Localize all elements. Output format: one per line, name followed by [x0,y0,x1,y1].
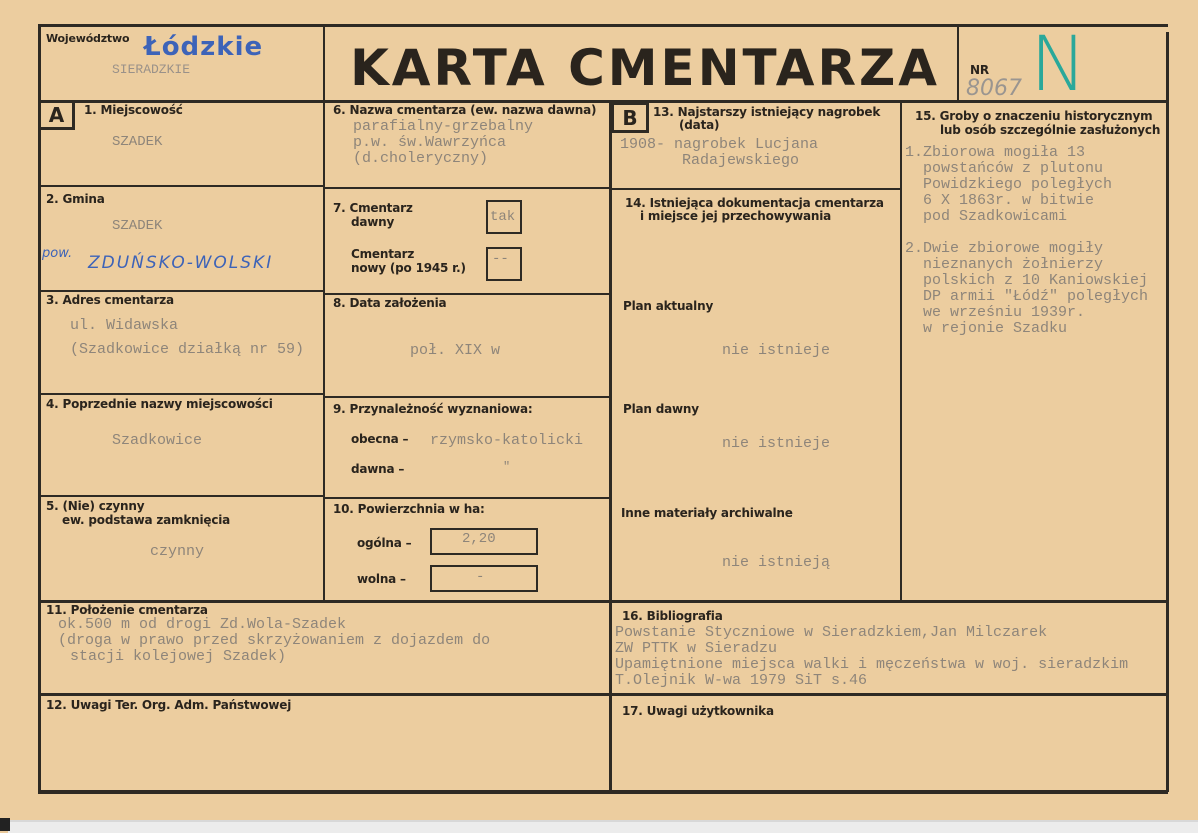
field-10-ogolna-label: ogólna – [357,536,412,550]
field-6-line2: p.w. św.Wawrzyńca [353,134,507,151]
field-13-label-1: 13. Najstarszy istniejący nagrobek [653,105,881,119]
wojewodztwo-label: Województwo [46,32,130,45]
field-14-plan-dawny-value: nie istnieje [722,435,831,452]
field-12-label: 12. Uwagi Ter. Org. Adm. Państwowej [46,698,292,712]
field-7-dawny-label-1: 7. Cmentarz [333,201,413,215]
field-6-line1: parafialny-grzebalny [353,118,534,135]
field-5-value: czynny [150,543,205,560]
field-14-label-1: 14. Istniejąca dokumentacja cmentarza [625,196,884,210]
frame-left [38,24,41,794]
section-b-box: B [611,102,649,133]
field-17-input[interactable] [616,722,1161,787]
field-13-line2: Radajewskiego [682,152,800,169]
field-15-label-1: 15. Groby o znaczeniu historycznym [915,109,1153,123]
field-14-label-2: i miejsce jej przechowywania [640,209,832,223]
row-line-a2 [38,290,325,292]
field-15-line: w rejonie Szadku [905,320,1068,337]
field-2-pow-value: ZDUŃSKO-WOLSKI [88,253,274,273]
field-13-line1: 1908- nagrobek Lucjana [620,136,819,153]
field-7-dawny-value: tak [490,209,516,225]
nr-pencil-value: 8067 [966,76,1022,101]
field-10-wolna-value: - [476,569,485,585]
row-line-c1 [609,188,902,190]
field-11-line3: stacji kolejowej Szadek) [70,648,287,665]
field-15-line: pod Szadkowicami [905,208,1068,225]
row-line-b1 [323,187,611,189]
nr-label: NR [970,63,989,77]
frame-bottom [38,790,1168,794]
field-11-label: 11. Położenie cmentarza [46,603,208,617]
field-16-line: ZW PTTK w Sieradzu [615,640,778,657]
wojewodztwo-stamp: Łódzkie [144,32,264,62]
field-15-line: 6 X 1863r. w bitwie [905,192,1095,209]
field-14-inne-value: nie istnieją [722,554,831,571]
field-11-line2: (droga w prawo przed skrzyżowaniem z dojazdem do [58,632,491,649]
frame-top [38,24,1168,27]
field-7-nowy-value: -- [492,251,509,267]
field-14-plan-aktualny-label: Plan aktualny [623,299,714,313]
frame-right [1166,32,1169,792]
field-15-line: Powidzkiego poległych [905,176,1113,193]
col-sep-1 [323,100,325,600]
scan-border [0,818,10,831]
field-10-wolna-input[interactable] [430,565,538,592]
field-15-line: we wrześniu 1939r. [905,304,1086,321]
field-16-line: T.Olejnik W-wa 1979 SiT s.46 [615,672,868,689]
field-11-line1: ok.500 m od drogi Zd.Wola-Szadek [58,616,347,633]
field-2-value: SZADEK [112,218,163,234]
field-16-line: Powstanie Styczniowe w Sieradzkiem,Jan Milczarek [615,624,1048,641]
field-16-label: 16. Bibliografia [622,609,723,623]
field-7-nowy-label-2: nowy (po 1945 r.) [351,261,466,275]
field-3-label: 3. Adres cmentarza [46,293,174,307]
field-15-line: 1.Zbiorowa mogiła 13 [905,144,1086,161]
field-1-label: 1. Miejscowość [84,103,183,117]
field-8-label: 8. Data założenia [333,296,447,310]
field-10-ogolna-value: 2,20 [462,531,496,547]
field-9-dawna-value: " [503,460,511,474]
field-2-label: 2. Gmina [46,192,105,206]
field-14-inne-label: Inne materiały archiwalne [621,506,793,520]
header-sep-2 [957,24,959,101]
field-4-value: Szadkowice [112,432,203,449]
row-line-b3 [323,396,611,398]
field-9-label: 9. Przynależność wyznaniowa: [333,402,533,416]
field-4-label: 4. Poprzednie nazwy miejscowości [46,397,273,411]
field-5-label-2: ew. podstawa zamknięcia [62,513,231,527]
row-line-a3 [38,393,325,395]
field-15-line: polskich z 10 Kaniowskiej [905,272,1149,289]
field-6-line3: (d.choleryczny) [353,150,489,167]
field-16-line: Upamiętnione miejsca walki i męczeństwa w woj. sieradzkim [615,656,1129,673]
col-sep-2 [609,100,612,794]
field-15-line: DP armii "Łódź" poległych [905,288,1149,305]
section-a-box: A [38,100,75,130]
wojewodztwo-typed: SIERADZKIE [112,62,191,77]
field-14-plan-dawny-label: Plan dawny [623,402,699,416]
row-line-a1 [38,185,325,187]
field-7-dawny-checkbox[interactable] [486,200,522,234]
field-7-dawny-label-2: dawny [351,215,395,229]
field-3-line1: ul. Widawska [70,317,179,334]
row-line-b4 [323,497,611,499]
field-10-ogolna-input[interactable] [430,528,538,555]
field-1-value: SZADEK [112,134,163,150]
col-sep-3 [900,100,902,600]
field-6-label: 6. Nazwa cmentarza (ew. nazwa dawna) [333,103,597,117]
field-15-line: powstańców z plutonu [905,160,1104,177]
field-9-dawna-label: dawna – [351,462,405,476]
field-10-label: 10. Powierzchnia w ha: [333,502,485,516]
field-5-label-1: 5. (Nie) czynny [46,499,145,513]
field-13-label-2: (data) [679,118,720,132]
field-12-input[interactable] [46,716,606,786]
underlying-sheet-edge [8,820,1198,833]
row-line-b2 [323,293,611,295]
field-17-label: 17. Uwagi użytkownika [622,704,774,718]
nr-marker-value: N [1030,19,1087,108]
field-15-line: 2.Dwie zbiorowe mogiły [905,240,1104,257]
field-9-obecna-label: obecna – [351,432,409,446]
header-sep-1 [323,24,325,101]
page-title: KARTA CMENTARZA [350,39,940,97]
field-15-label-2: lub osób szczególnie zasłużonych [940,123,1161,137]
field-7-nowy-checkbox[interactable] [486,247,522,281]
row-line-a4 [38,495,325,497]
field-8-value: poł. XIX w [410,342,501,359]
row-line-12-17 [38,693,1168,696]
field-15-line: nieznanych żołnierzy [905,256,1104,273]
field-2-pow-label: pow. [42,246,73,261]
field-7-nowy-label-1: Cmentarz [351,247,415,261]
field-10-wolna-label: wolna – [357,572,406,586]
field-9-obecna-value: rzymsko-katolicki [430,432,584,449]
field-3-line2: (Szadkowice działką nr 59) [70,341,305,358]
field-14-plan-aktualny-value: nie istnieje [722,342,831,359]
